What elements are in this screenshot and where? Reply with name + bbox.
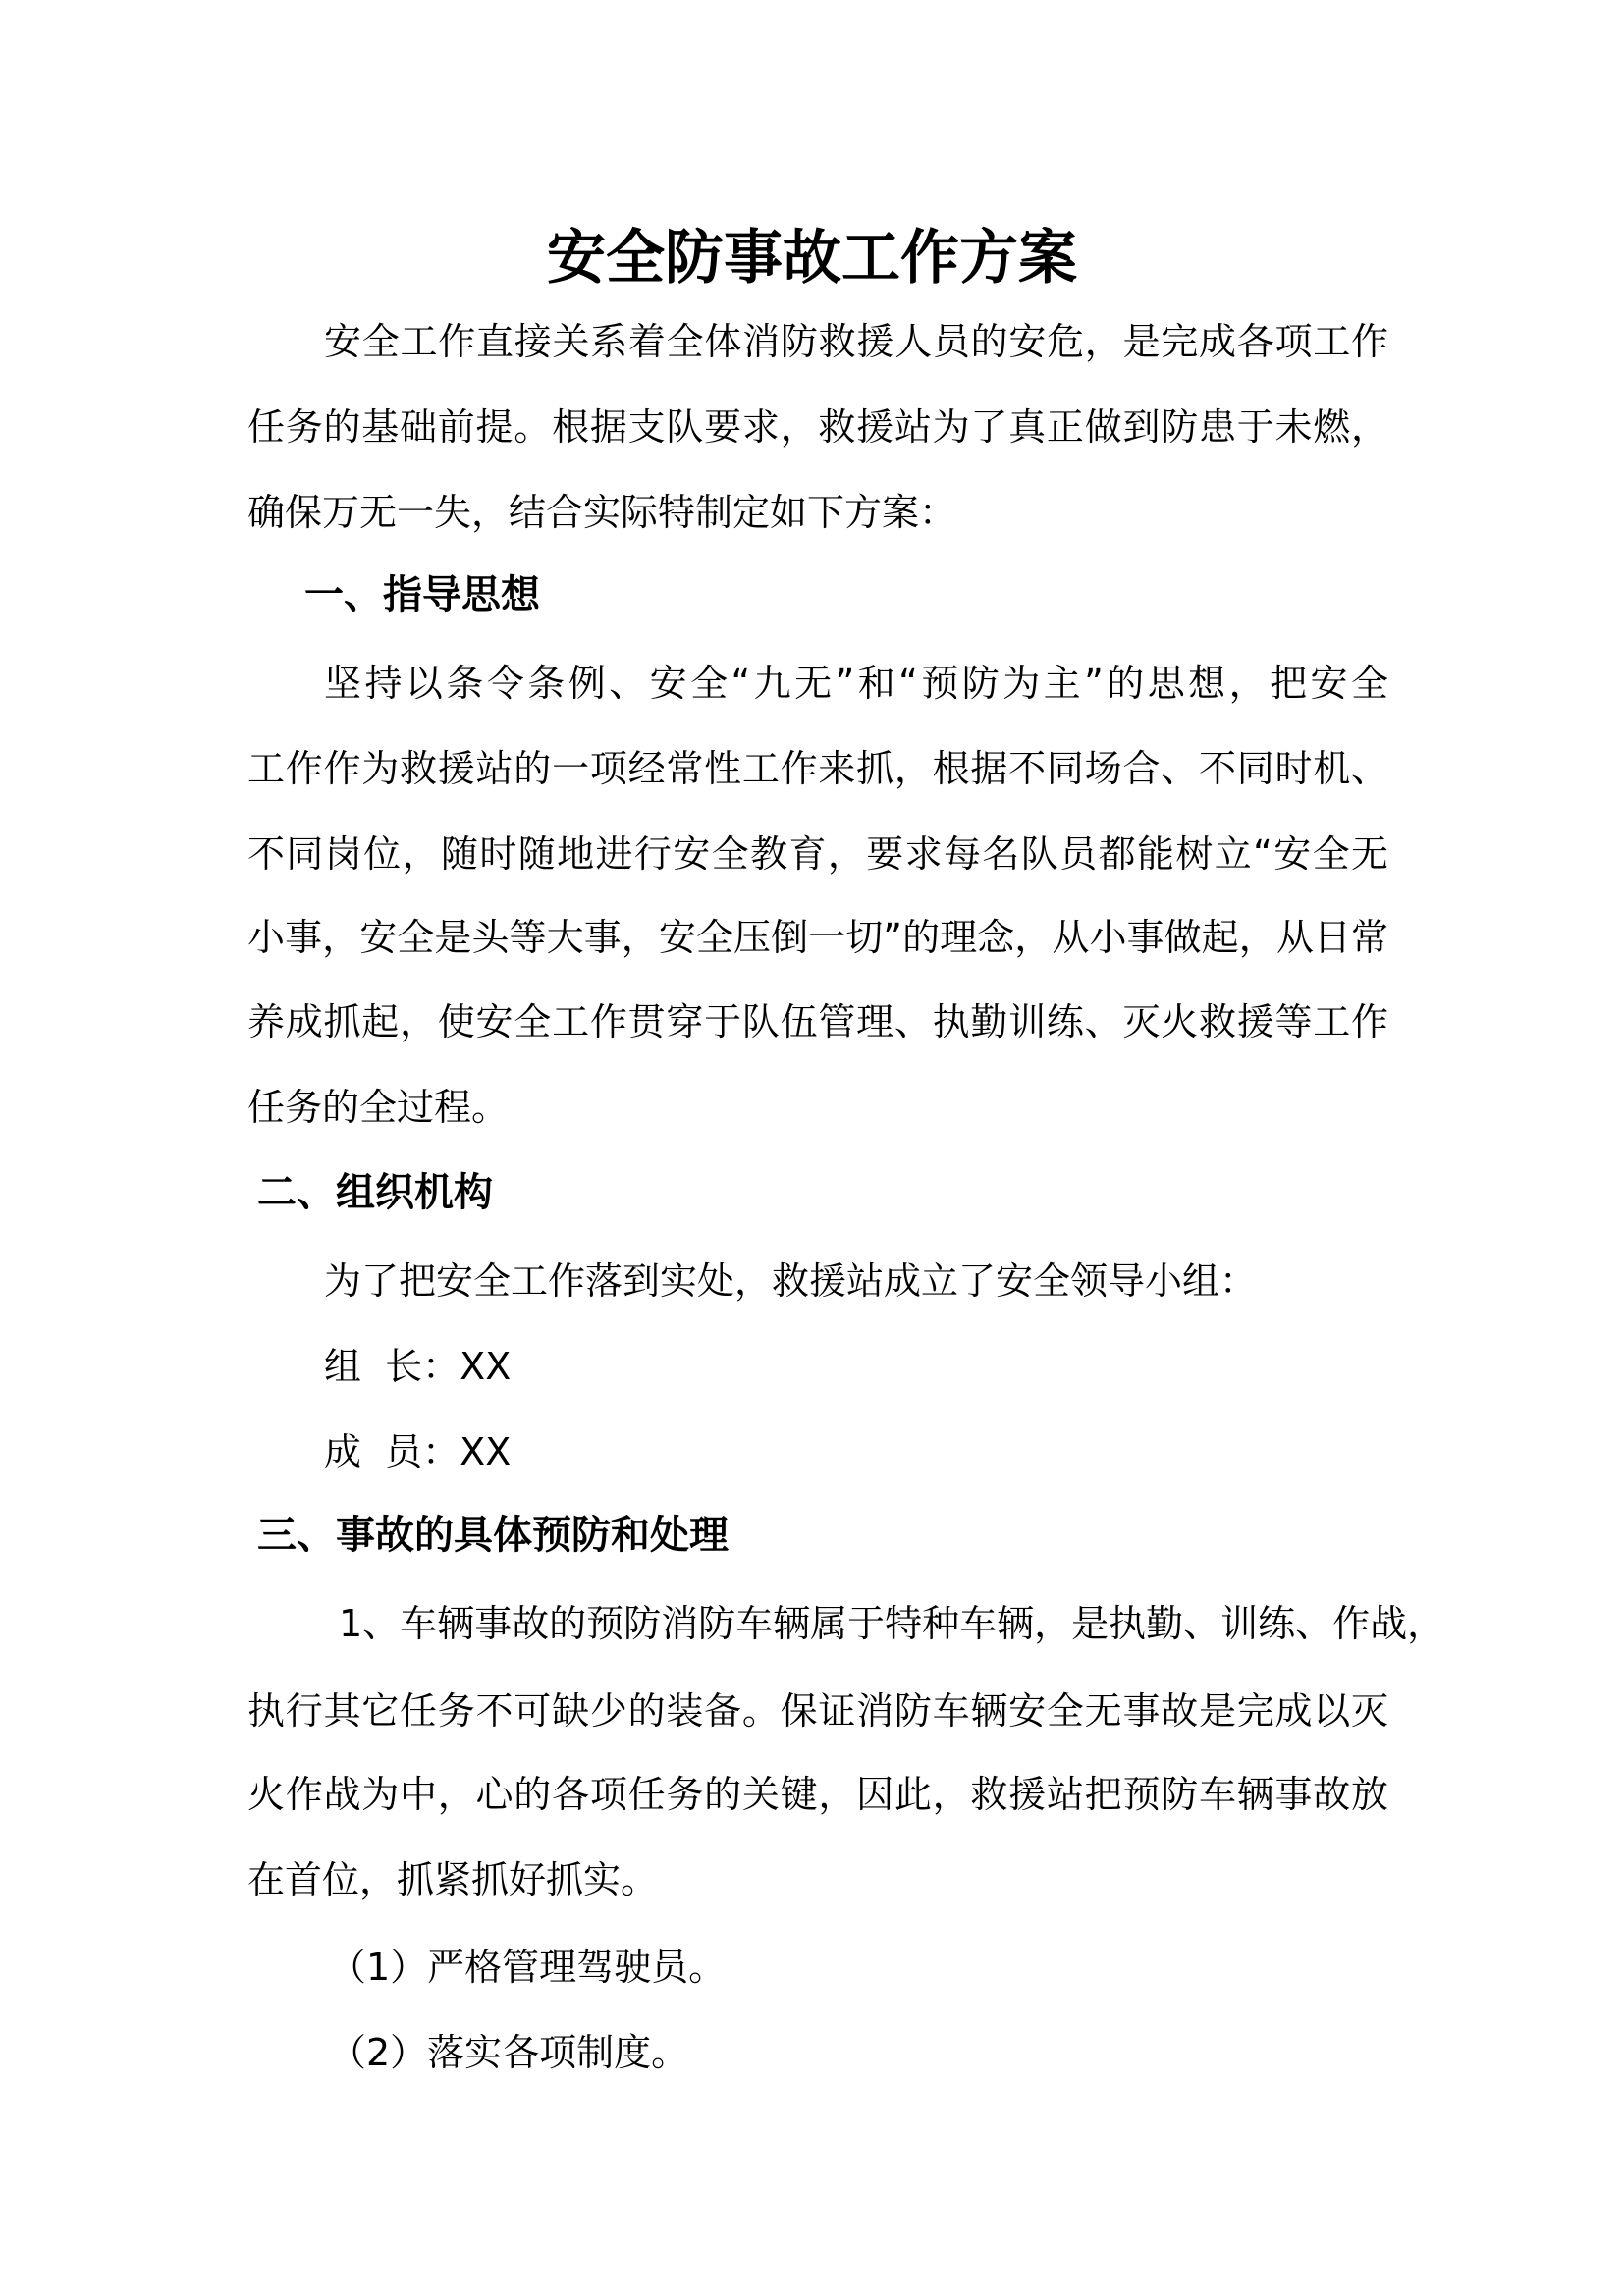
list-item: （2）落实各项制度。 <box>329 2031 689 2074</box>
section-heading: 三、事故的具体预防和处理 <box>257 1513 729 1558</box>
paragraph-line: 为了把安全工作落到实处，救援站成立了安全领导小组： <box>324 1259 1258 1303</box>
paragraph-line: 在首位，抓紧抓好抓实。 <box>247 1858 659 1901</box>
paragraph-line: 确保万无一失，结合实际特制定如下方案： <box>247 491 957 534</box>
leader-line: 组 长：XX <box>324 1345 512 1388</box>
section-heading: 二、组织机构 <box>257 1170 493 1215</box>
paragraph-line: 不同岗位，随时随地进行安全教育，要求每名队员都能树立“安全无 <box>247 832 1388 876</box>
paragraph-line: 火作战为中，心的各项任务的关键，因此，救援站把预防车辆事故放 <box>247 1773 1388 1816</box>
paragraph-line: 坚持以条令条例、安全“九无”和“预防为主”的思想，把安全 <box>324 662 1388 705</box>
paragraph-line: 安全工作直接关系着全体消防救援人员的安危，是完成各项工作 <box>324 320 1388 363</box>
paragraph-line: 任务的全过程。 <box>247 1086 510 1129</box>
paragraph-line: 1、车辆事故的预防消防车辆属于特种车辆，是执勤、训练、作战， <box>339 1602 1445 1645</box>
page-title: 安全防事故工作方案 <box>547 224 1077 293</box>
paragraph-line: 任务的基础前提。根据支队要求，救援站为了真正做到防患于未燃， <box>247 405 1388 449</box>
paragraph-line: 工作作为救援站的一项经常性工作来抓，根据不同场合、不同时机、 <box>247 747 1388 790</box>
paragraph-line: 小事，安全是头等大事，安全压倒一切”的理念，从小事做起，从日常 <box>247 916 1388 959</box>
paragraph-line: 养成抓起，使安全工作贯穿于队伍管理、执勤训练、灭火救援等工作 <box>247 1000 1388 1043</box>
paragraph-line: 执行其它任务不可缺少的装备。保证消防车辆安全无事故是完成以灭 <box>247 1689 1388 1733</box>
members-line: 成 员：XX <box>324 1430 512 1473</box>
list-item: （1）严格管理驾驶员。 <box>329 1946 727 1989</box>
section-heading: 一、指导思想 <box>304 572 540 617</box>
